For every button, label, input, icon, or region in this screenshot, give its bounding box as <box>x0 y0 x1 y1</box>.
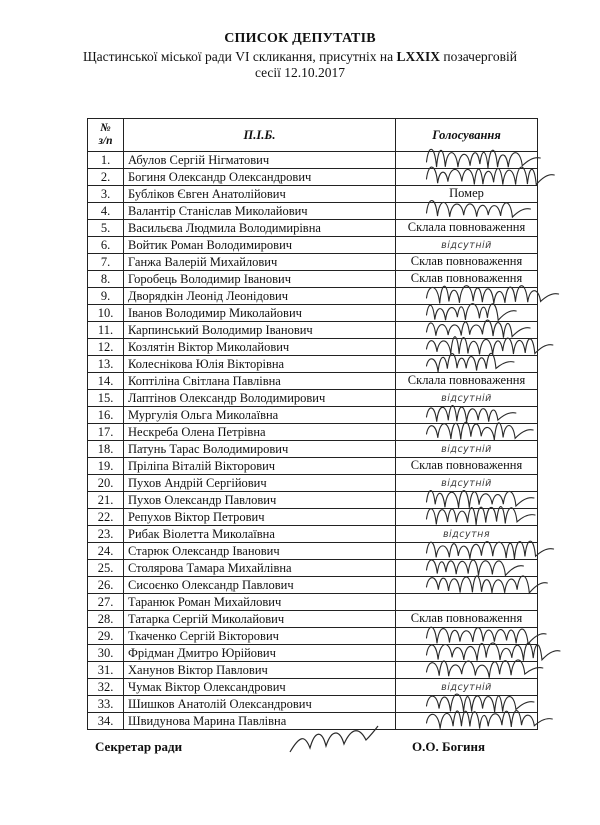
row-number: 31. <box>88 662 124 679</box>
vote-cell <box>396 373 538 390</box>
vote-cell <box>396 305 538 322</box>
deputy-name: Рибак Віолетта Миколаївна <box>124 526 396 543</box>
status-note: Склав повноваження <box>410 254 523 268</box>
row-number: 4. <box>88 203 124 220</box>
deputy-name: Мургулія Ольга Миколаївна <box>124 407 396 424</box>
status-note: Склала повноваження <box>407 373 526 387</box>
table-row <box>88 203 538 220</box>
row-number: 7. <box>88 254 124 271</box>
row-number: 13. <box>88 356 124 373</box>
status-note: Склав повноваження <box>410 458 523 472</box>
handwritten-note: відсутня <box>442 529 491 540</box>
vote-cell <box>396 390 538 407</box>
table-row <box>88 560 538 577</box>
row-number: 30. <box>88 645 124 662</box>
row-number: 28. <box>88 611 124 628</box>
vote-cell <box>396 407 538 424</box>
session-date: сесії 12.10.2017 <box>254 65 346 80</box>
deputy-name: Ганжа Валерій Михайлович <box>124 254 396 271</box>
deputy-name: Богиня Олександр Олександрович <box>124 169 396 186</box>
vote-cell <box>396 628 538 645</box>
subtitle-text-2: позачерговій <box>440 49 517 64</box>
table-row <box>88 356 538 373</box>
row-number: 5. <box>88 220 124 237</box>
vote-cell <box>396 526 538 543</box>
table-row <box>88 458 538 475</box>
vote-cell <box>396 203 538 220</box>
row-number: 15. <box>88 390 124 407</box>
row-number: 19. <box>88 458 124 475</box>
table-row <box>88 407 538 424</box>
handwritten-note: відсутній <box>441 393 492 404</box>
header-name: П.І.Б. <box>124 119 396 152</box>
vote-cell <box>396 543 538 560</box>
vote-cell <box>396 288 538 305</box>
document-subtitle <box>70 49 530 81</box>
handwritten-note: відсутній <box>441 478 492 489</box>
table-row <box>88 152 538 169</box>
table-row <box>88 186 538 203</box>
vote-cell <box>396 254 538 271</box>
row-number: 8. <box>88 271 124 288</box>
vote-cell <box>396 441 538 458</box>
deputy-name: Пріліпа Віталій Вікторович <box>124 458 396 475</box>
deputy-name: Репухов Віктор Петрович <box>124 509 396 526</box>
table-row <box>88 509 538 526</box>
status-note: Помер <box>449 186 484 200</box>
row-number: 23. <box>88 526 124 543</box>
vote-cell <box>396 237 538 254</box>
deputy-name: Сисоєнко Олександр Павлович <box>124 577 396 594</box>
row-number: 10. <box>88 305 124 322</box>
table-row <box>88 543 538 560</box>
table-row <box>88 645 538 662</box>
row-number: 17. <box>88 424 124 441</box>
table-row <box>88 254 538 271</box>
session-number: LXXIX <box>396 49 441 64</box>
vote-cell <box>396 696 538 713</box>
deputy-name: Коптіліна Світлана Павлівна <box>124 373 396 390</box>
row-number: 29. <box>88 628 124 645</box>
row-number: 11. <box>88 322 124 339</box>
table-row <box>88 475 538 492</box>
deputy-name: Нескреба Олена Петрівна <box>124 424 396 441</box>
table-row <box>88 577 538 594</box>
row-number: 18. <box>88 441 124 458</box>
row-number: 12. <box>88 339 124 356</box>
deputy-name: Таранюк Роман Михайлович <box>124 594 396 611</box>
row-number: 34. <box>88 713 124 730</box>
deputy-name: Іванов Володимир Миколайович <box>124 305 396 322</box>
status-note: Склала повноваження <box>407 220 526 234</box>
table-row <box>88 696 538 713</box>
table-row <box>88 305 538 322</box>
deputy-name: Чумак Віктор Олександрович <box>124 679 396 696</box>
row-number: 3. <box>88 186 124 203</box>
table-row <box>88 441 538 458</box>
table-row <box>88 492 538 509</box>
vote-cell <box>396 560 538 577</box>
vote-cell <box>396 713 538 730</box>
header-number: № з/п <box>88 119 124 152</box>
header-vote: Голосування <box>396 119 538 152</box>
table-row <box>88 220 538 237</box>
table-row <box>88 628 538 645</box>
vote-cell <box>396 186 538 203</box>
document-title: СПИСОК ДЕПУТАТІВ <box>224 31 376 46</box>
table-row <box>88 288 538 305</box>
deputy-name: Старюк Олександр Іванович <box>124 543 396 560</box>
status-note: Склав повноваження <box>410 611 523 625</box>
table-row <box>88 237 538 254</box>
deputies-table <box>87 118 538 730</box>
row-number: 21. <box>88 492 124 509</box>
deputy-name: Горобець Володимир Іванович <box>124 271 396 288</box>
table-row <box>88 373 538 390</box>
status-note: Склав повноваження <box>410 271 523 285</box>
table-header-row <box>88 119 538 152</box>
row-number: 32. <box>88 679 124 696</box>
table-row <box>88 169 538 186</box>
table-row <box>88 271 538 288</box>
table-row <box>88 526 538 543</box>
table-row <box>88 594 538 611</box>
deputy-name: Валантір Станіслав Миколайович <box>124 203 396 220</box>
deputy-name: Пухов Андрій Сергійович <box>124 475 396 492</box>
deputy-name: Козлятін Віктор Миколайович <box>124 339 396 356</box>
row-number: 27. <box>88 594 124 611</box>
row-number: 22. <box>88 509 124 526</box>
deputy-name: Колеснікова Юлія Вікторівна <box>124 356 396 373</box>
deputy-name: Абулов Сергій Нігматович <box>124 152 396 169</box>
deputy-name: Швидунова Марина Павлівна <box>124 713 396 730</box>
vote-cell <box>396 577 538 594</box>
vote-cell <box>396 662 538 679</box>
row-number: 16. <box>88 407 124 424</box>
deputy-name: Лаптінов Олександр Володимирович <box>124 390 396 407</box>
vote-cell <box>396 475 538 492</box>
vote-cell <box>396 339 538 356</box>
deputy-name: Бубліков Євген Анатолійович <box>124 186 396 203</box>
vote-cell <box>396 169 538 186</box>
deputy-name: Дворядкін Леонід Леонідович <box>124 288 396 305</box>
deputy-name: Столярова Тамара Михайлівна <box>124 560 396 577</box>
deputy-name: Пухов Олександр Павлович <box>124 492 396 509</box>
table-row <box>88 322 538 339</box>
vote-cell <box>396 492 538 509</box>
secretary-label: Секретар ради <box>95 739 183 754</box>
row-number: 9. <box>88 288 124 305</box>
vote-cell <box>396 458 538 475</box>
vote-cell <box>396 424 538 441</box>
handwritten-note: відсутній <box>441 682 492 693</box>
table-body <box>88 152 538 730</box>
row-number: 1. <box>88 152 124 169</box>
deputy-name: Ханунов Віктор Павлович <box>124 662 396 679</box>
deputy-name: Васильєва Людмила Володимирівна <box>124 220 396 237</box>
vote-cell <box>396 271 538 288</box>
vote-cell <box>396 356 538 373</box>
table-row <box>88 339 538 356</box>
row-number: 25. <box>88 560 124 577</box>
deputy-name: Ткаченко Сергій Вікторович <box>124 628 396 645</box>
table-row <box>88 713 538 730</box>
row-number: 26. <box>88 577 124 594</box>
deputy-name: Шишков Анатолій Олександрович <box>124 696 396 713</box>
table-row <box>88 424 538 441</box>
table-row <box>88 611 538 628</box>
table-row <box>88 390 538 407</box>
vote-cell <box>396 220 538 237</box>
vote-cell <box>396 322 538 339</box>
vote-cell <box>396 611 538 628</box>
deputy-name: Фрідман Дмитро Юрійович <box>124 645 396 662</box>
vote-cell <box>396 509 538 526</box>
row-number: 2. <box>88 169 124 186</box>
deputy-name: Карпинський Володимир Іванович <box>124 322 396 339</box>
subtitle-text-1: Щастинської міської ради VI скликання, присутніх на <box>83 49 397 64</box>
deputy-name: Татарка Сергій Миколайович <box>124 611 396 628</box>
row-number: 33. <box>88 696 124 713</box>
vote-cell <box>396 645 538 662</box>
row-number: 14. <box>88 373 124 390</box>
row-number: 20. <box>88 475 124 492</box>
vote-cell <box>396 594 538 611</box>
secretary-name: О.О. Богиня <box>412 739 485 754</box>
vote-cell <box>396 679 538 696</box>
vote-cell <box>396 152 538 169</box>
row-number: 6. <box>88 237 124 254</box>
deputy-name: Войтик Роман Володимирович <box>124 237 396 254</box>
table-row <box>88 679 538 696</box>
handwritten-note: відсутній <box>441 240 492 251</box>
deputy-name: Патунь Тарас Володимирович <box>124 441 396 458</box>
row-number: 24. <box>88 543 124 560</box>
handwritten-note: відсутній <box>441 444 492 455</box>
table-row <box>88 662 538 679</box>
